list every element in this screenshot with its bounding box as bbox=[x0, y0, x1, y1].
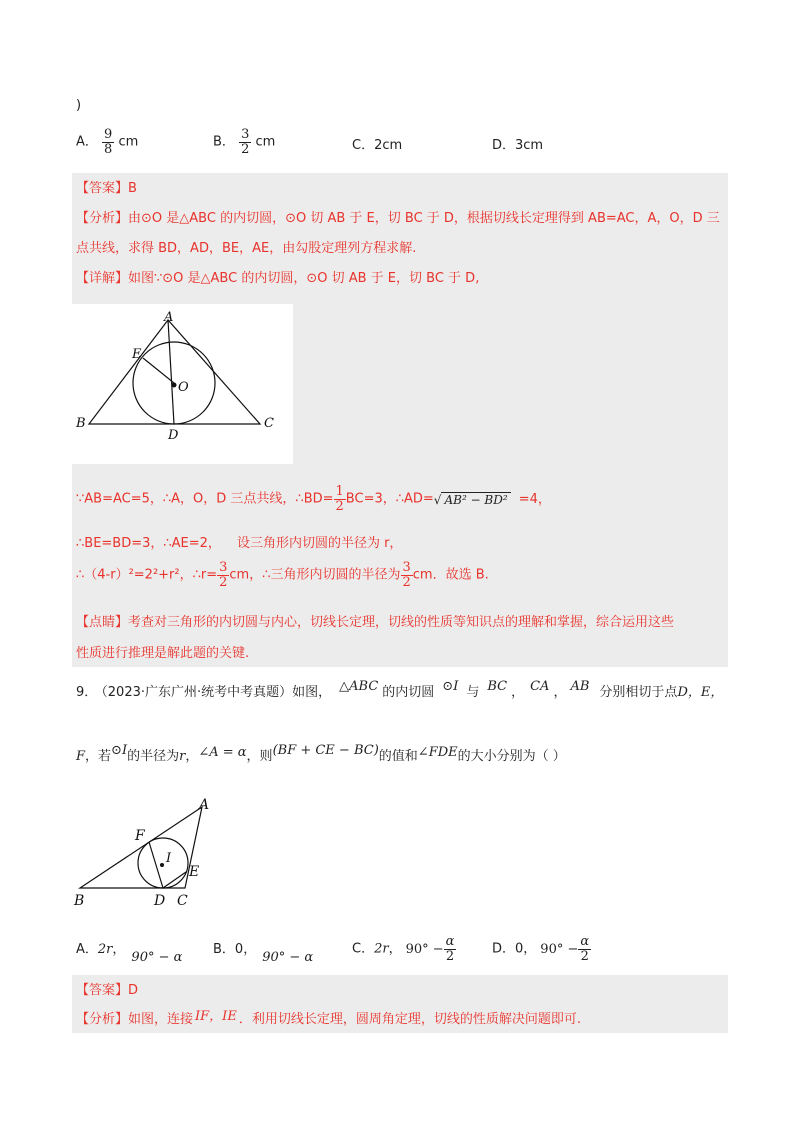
punctuation: ， bbox=[388, 941, 402, 957]
label-b: B bbox=[74, 893, 85, 909]
option-letter: B．0， bbox=[213, 942, 257, 957]
detail-text: =4， bbox=[518, 491, 551, 507]
option-value: 2r bbox=[97, 942, 113, 957]
triangle-diagram bbox=[72, 304, 293, 464]
label-d: D bbox=[168, 428, 179, 443]
question-text: 的内切圆 bbox=[382, 685, 435, 700]
analysis-line bbox=[76, 1011, 581, 1029]
option-letter: A． bbox=[76, 134, 98, 150]
detail-text: ∴BE=BD=3，∴AE=2， bbox=[76, 536, 221, 551]
numerator: 1 bbox=[335, 484, 344, 499]
math-circle: ⊙I bbox=[442, 679, 459, 694]
math-circle: ⊙I bbox=[111, 743, 128, 758]
detail-text: 设三角形内切圆的半径为 r， bbox=[236, 536, 403, 551]
option-angle: 90° − bbox=[540, 941, 579, 957]
option-letter: B． bbox=[213, 134, 235, 150]
option-b bbox=[213, 941, 314, 965]
label-o: O bbox=[178, 380, 189, 395]
answer-tag: 【答案】 bbox=[76, 181, 129, 196]
question-tail: ) bbox=[76, 98, 82, 113]
option-d bbox=[492, 935, 591, 964]
detail-line-2 bbox=[76, 485, 551, 514]
math-var: r bbox=[179, 749, 186, 764]
fraction-alpha-half bbox=[578, 935, 591, 964]
analysis-line-1 bbox=[76, 210, 720, 228]
answer-line bbox=[76, 982, 138, 1000]
numerator: 9 bbox=[104, 127, 113, 142]
sqrt-expression bbox=[434, 491, 511, 509]
label-b: B bbox=[76, 416, 86, 431]
option-angle: 90° − α bbox=[262, 950, 314, 965]
fraction-alpha-half bbox=[444, 935, 457, 964]
question-text: 分别相切于点 bbox=[599, 685, 678, 700]
numerator: 3 bbox=[402, 560, 411, 575]
detail-text: BC=3，∴AD= bbox=[345, 491, 434, 507]
option-value: 2r bbox=[374, 941, 389, 957]
math-angle: ∠A = α bbox=[198, 745, 247, 760]
analysis-text: ．利用切线长定理，圆周角定理，切线的性质解决问题即可. bbox=[238, 1012, 581, 1027]
option-a bbox=[76, 941, 183, 965]
detail-text: cm，∴三角形内切圆的半径为 bbox=[229, 567, 401, 583]
question-text: ，则 bbox=[246, 749, 273, 764]
math-expression: (BF + CE − BC) bbox=[272, 743, 379, 758]
denominator: 2 bbox=[219, 575, 228, 590]
denominator: 2 bbox=[335, 499, 344, 514]
label-c: C bbox=[264, 416, 274, 431]
analysis-tag: 【分析】 bbox=[76, 1012, 129, 1027]
numerator: α bbox=[445, 934, 455, 949]
detail-text: cm．故选 B. bbox=[412, 567, 489, 583]
numerator: 3 bbox=[241, 127, 250, 142]
option-letter: C． bbox=[352, 941, 375, 957]
numerator: 3 bbox=[219, 560, 228, 575]
comment-line-2: 性质进行推理是解此题的关键. bbox=[76, 646, 250, 661]
question-source: （2023·广东广州·统考中考真题）如图， bbox=[101, 685, 332, 700]
fraction-three-halves bbox=[217, 561, 229, 590]
label-c: C bbox=[177, 893, 188, 909]
option-b bbox=[213, 128, 275, 157]
math-point: F bbox=[76, 749, 86, 764]
q9-line-1 bbox=[76, 679, 724, 702]
label-f: F bbox=[135, 828, 145, 844]
label-a: A bbox=[164, 310, 174, 325]
detail-line-3 bbox=[76, 535, 402, 553]
detail-tag: 【详解】 bbox=[76, 271, 129, 286]
option-angle: 90° − α bbox=[131, 950, 183, 965]
punctuation: ， bbox=[185, 749, 199, 764]
option-c: C．2cm bbox=[352, 138, 403, 153]
denominator: 2 bbox=[402, 575, 411, 590]
analysis-line-2: 点共线，求得 BD，AD，BE，AE，由勾股定理列方程求解. bbox=[76, 241, 417, 256]
radical-sign: √ bbox=[433, 492, 442, 507]
question-text: 的值和 bbox=[378, 749, 418, 764]
punctuation: ， bbox=[511, 685, 525, 700]
fraction bbox=[102, 128, 114, 157]
math-triangle: △ABC bbox=[339, 679, 379, 694]
detail-text: ∵AB=AC=5，∴A，O，D 三点共线，∴BD= bbox=[76, 491, 334, 507]
detail-line-4 bbox=[76, 561, 489, 590]
label-e: E bbox=[189, 864, 200, 880]
option-letter: D．0， bbox=[492, 941, 537, 957]
fraction bbox=[239, 128, 251, 157]
denominator: 2 bbox=[445, 949, 455, 964]
question-text: ，若 bbox=[85, 749, 112, 764]
math-segment: BC bbox=[487, 679, 508, 694]
option-d: D．3cm bbox=[492, 138, 544, 153]
detail-line-1 bbox=[76, 270, 479, 288]
comment-tag: 【点睛】 bbox=[76, 615, 129, 630]
detail-text: ∴（4-r）²=2²+r²，∴r= bbox=[76, 567, 218, 583]
unit: cm bbox=[118, 134, 139, 150]
analysis-text: 如图，连接 bbox=[128, 1012, 194, 1027]
triangle-diagram bbox=[72, 795, 232, 915]
option-angle: 90° − bbox=[405, 941, 444, 957]
radicand: AB² − BD² bbox=[441, 492, 510, 507]
figure-incircle-i bbox=[72, 795, 232, 915]
math-angle: ∠FDE bbox=[417, 745, 458, 760]
option-letter: A． bbox=[76, 942, 98, 957]
fraction-three-halves bbox=[401, 561, 413, 590]
label-e: E bbox=[132, 347, 142, 362]
answer-tag: 【答案】 bbox=[76, 983, 129, 998]
q9-options bbox=[76, 935, 676, 969]
question-text: 与 bbox=[466, 685, 480, 700]
analysis-text: 由⊙O 是△ABC 的内切圆，⊙O 切 AB 于 E，切 BC 于 D，根据切线长定理得到 AB=AC，A，O，D 三 bbox=[128, 211, 720, 226]
fraction-half bbox=[334, 485, 346, 514]
question-text: 的大小分别为（ ） bbox=[457, 749, 566, 764]
unit: cm bbox=[255, 134, 276, 150]
question-number: 9． bbox=[76, 685, 98, 700]
denominator: 8 bbox=[104, 142, 113, 157]
q9-line-2 bbox=[76, 743, 566, 766]
answer-value: B bbox=[128, 181, 137, 196]
punctuation: ， bbox=[112, 942, 126, 957]
label-d: D bbox=[154, 893, 166, 909]
comment-text: 考查对三角形的内切圆与内心，切线长定理，切线的性质等知识点的理解和掌握，综合运用这些 bbox=[128, 615, 675, 630]
denominator: 2 bbox=[241, 142, 250, 157]
figure-incircle-abc bbox=[72, 304, 293, 464]
math-segment: AB bbox=[570, 679, 590, 694]
option-c bbox=[352, 935, 456, 964]
numerator: α bbox=[580, 934, 590, 949]
analysis-tag: 【分析】 bbox=[76, 211, 129, 226]
label-a: A bbox=[199, 797, 210, 813]
option-a bbox=[76, 128, 138, 157]
detail-text: 如图∵⊙O 是△ABC 的内切圆，⊙O 切 AB 于 E，切 BC 于 D, bbox=[128, 271, 480, 286]
answer-value: D bbox=[128, 983, 139, 998]
question-text: 的半径为 bbox=[127, 749, 180, 764]
math-points: D，E， bbox=[677, 685, 724, 700]
punctuation: ， bbox=[553, 685, 567, 700]
math-segment: CA bbox=[530, 679, 550, 694]
label-i: I bbox=[166, 851, 172, 866]
comment-line-1 bbox=[76, 614, 674, 632]
answer-line bbox=[76, 180, 137, 198]
math-segments: IF，IE bbox=[195, 1009, 237, 1024]
denominator: 2 bbox=[580, 949, 589, 964]
